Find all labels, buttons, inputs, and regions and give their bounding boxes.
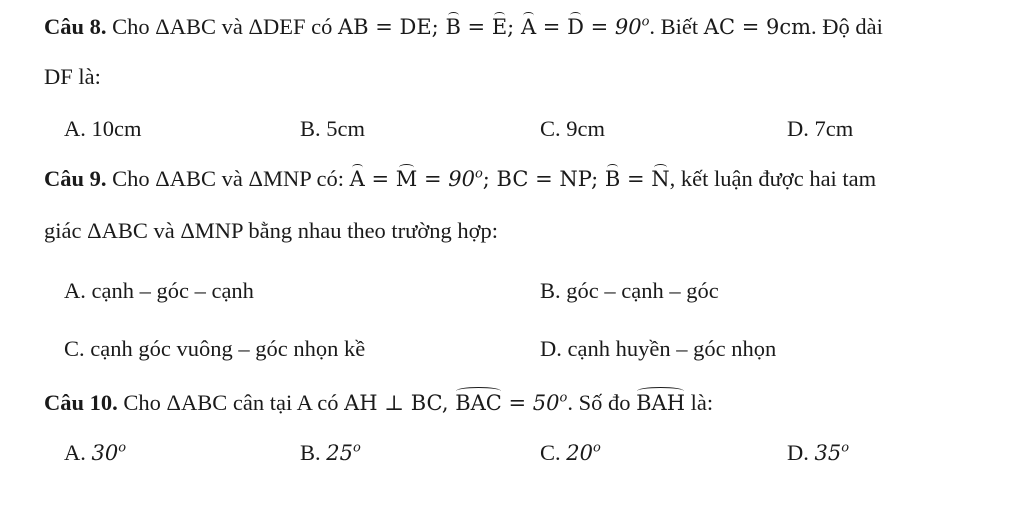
q10-math-1: AH ⊥ BC,: [344, 391, 456, 415]
q9-angle-b: B: [604, 167, 621, 191]
q8-degree: o: [641, 14, 650, 30]
q8-angle-a: A: [520, 15, 537, 39]
q9-option-c: C. cạnh góc vuông – góc nhọn kề: [64, 336, 366, 361]
q10-option-b-value: 25: [326, 441, 353, 465]
q9-math-1: = 90: [417, 167, 475, 191]
q8-angle-e: E: [491, 15, 508, 39]
q9-math-2: ; BC = NP;: [482, 167, 605, 191]
q8-math-1: AB = DE;: [337, 15, 446, 39]
q8-semicolon: ;: [507, 15, 521, 39]
q8-math-2: = 90: [583, 15, 642, 39]
question-8-line-1: [44, 14, 883, 40]
q9-text-1: Cho ΔABC và ΔMNP có:: [106, 166, 350, 191]
question-8-label: Câu 8.: [44, 14, 107, 39]
q10-option-d-value: 35: [814, 441, 842, 465]
q8-eq-1: =: [460, 15, 492, 39]
q9-angle-a: A: [349, 167, 365, 191]
q8-option-a: A. 10cm: [64, 116, 142, 141]
q10-option-c-value: 20: [566, 441, 593, 465]
q10-option-c: [540, 440, 601, 466]
q9-degree: o: [474, 166, 483, 182]
q8-text-3: . Độ dài: [811, 14, 883, 39]
q10-math-2: = 50: [501, 391, 560, 415]
q10-option-a-prefix: A.: [64, 440, 92, 465]
q8-text-2: . Biết: [649, 14, 704, 39]
question-9-line-2: giác ΔABC và ΔMNP bằng nhau theo trường hợp:: [44, 218, 499, 243]
q8-math-3: AC = 9cm: [703, 15, 811, 39]
q9-eq-2: =: [620, 167, 652, 191]
q8-option-d: D. 7cm: [787, 116, 854, 141]
question-9-label: Câu 9.: [44, 166, 107, 191]
q10-option-d-prefix: D.: [787, 440, 815, 465]
q9-angle-m: M: [395, 167, 418, 191]
q8-text-1: Cho ΔABC và ΔDEF có: [106, 14, 338, 39]
q10-text-1: Cho ΔABC cân tại A có: [117, 390, 345, 415]
q9-eq-1: =: [364, 167, 396, 191]
q10-option-a-degree: o: [118, 440, 127, 456]
q10-option-b-degree: o: [353, 440, 361, 456]
q10-option-a: [64, 440, 126, 466]
q10-degree: o: [559, 390, 568, 406]
q8-option-b: B. 5cm: [300, 116, 365, 141]
q10-option-d-degree: o: [841, 440, 850, 456]
q9-angle-n: N: [651, 167, 670, 191]
q10-option-b: [300, 440, 361, 466]
q9-option-a: A. cạnh – góc – cạnh: [64, 278, 254, 303]
q8-angle-d: D: [567, 15, 584, 39]
question-8-line-2: DF là:: [44, 64, 101, 89]
q10-option-c-degree: o: [593, 440, 601, 456]
q10-angle-bac: BAC: [455, 391, 502, 415]
q8-angle-b: B: [445, 15, 461, 39]
q10-text-3: là:: [685, 390, 714, 415]
q10-option-d: [787, 440, 849, 466]
q8-option-c: C. 9cm: [540, 116, 605, 141]
q8-eq-2: =: [536, 15, 568, 39]
question-9-line-1: [44, 166, 876, 192]
q10-text-2: . Số đo: [567, 390, 637, 415]
q10-option-c-prefix: C.: [540, 440, 567, 465]
q9-option-b: B. góc – cạnh – góc: [540, 278, 719, 303]
q9-option-d: D. cạnh huyền – góc nhọn: [540, 336, 777, 361]
q10-angle-bah: BAH: [636, 391, 686, 415]
q10-option-b-prefix: B.: [300, 440, 327, 465]
q9-text-2: , kết luận được hai tam: [669, 166, 877, 191]
question-10-label: Câu 10.: [44, 390, 118, 415]
question-10-line-1: [44, 390, 713, 416]
q10-option-a-value: 30: [91, 441, 119, 465]
